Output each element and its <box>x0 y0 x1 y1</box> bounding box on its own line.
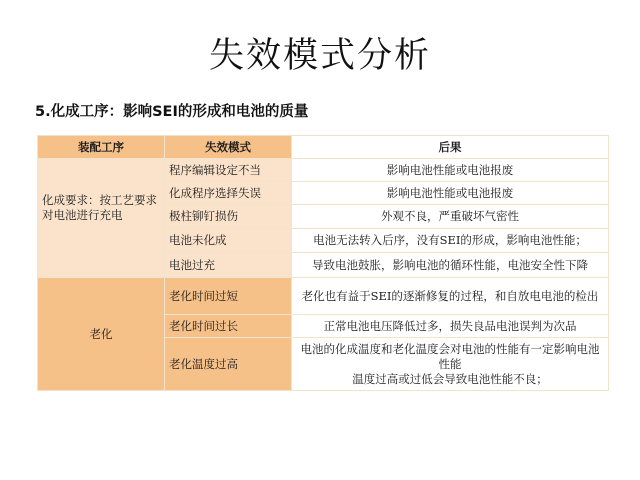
consequence-cell: 正常电池电压降低过多，损失良品电池误判为次品 <box>292 315 609 338</box>
failure-mode-cell: 老化温度过高 <box>165 338 292 391</box>
failure-mode-cell: 老化时间过短 <box>165 278 292 315</box>
consequence-cell: 导致电池鼓胀，影响电池的循环性能，电池安全性下降 <box>292 253 609 278</box>
failure-mode-cell: 化成程序选择失误 <box>165 182 292 205</box>
header-failure-mode: 失效模式 <box>165 136 292 159</box>
process-cell-formation: 化成要求：按工艺要求对电池进行充电 <box>38 159 165 278</box>
consequence-cell: 老化也有益于SEI的逐渐修复的过程，和自放电电池的检出 <box>292 278 609 315</box>
section-subtitle: 5.化成工序：影响SEI的形成和电池的质量 <box>35 104 309 120</box>
failure-mode-cell: 电池未化成 <box>165 229 292 253</box>
table-row <box>38 159 609 182</box>
table-header-row <box>38 136 609 159</box>
slide-title: 失效模式分析 <box>208 36 431 76</box>
failure-mode-cell: 电池过充 <box>165 253 292 278</box>
consequence-cell: 电池的化成温度和老化温度会对电池的性能有一定影响电池性能 温度过高或过低会导致电池性能不良； <box>292 338 609 391</box>
failure-mode-cell: 程序编辑设定不当 <box>165 159 292 182</box>
consequence-cell: 影响电池性能或电池报废 <box>292 182 609 205</box>
failure-mode-cell: 极柱铆钉损伤 <box>165 205 292 229</box>
failure-mode-cell: 老化时间过长 <box>165 315 292 338</box>
consequence-cell: 影响电池性能或电池报废 <box>292 159 609 182</box>
header-consequence: 后果 <box>292 136 609 159</box>
consequence-cell: 电池无法转入后序，没有SEI的形成，影响电池性能； <box>292 229 609 253</box>
table-row <box>38 278 609 315</box>
header-process: 装配工序 <box>38 136 165 159</box>
consequence-cell: 外观不良，严重破坏气密性 <box>292 205 609 229</box>
failure-mode-table <box>37 135 609 391</box>
process-cell-aging: 老化 <box>38 278 165 391</box>
